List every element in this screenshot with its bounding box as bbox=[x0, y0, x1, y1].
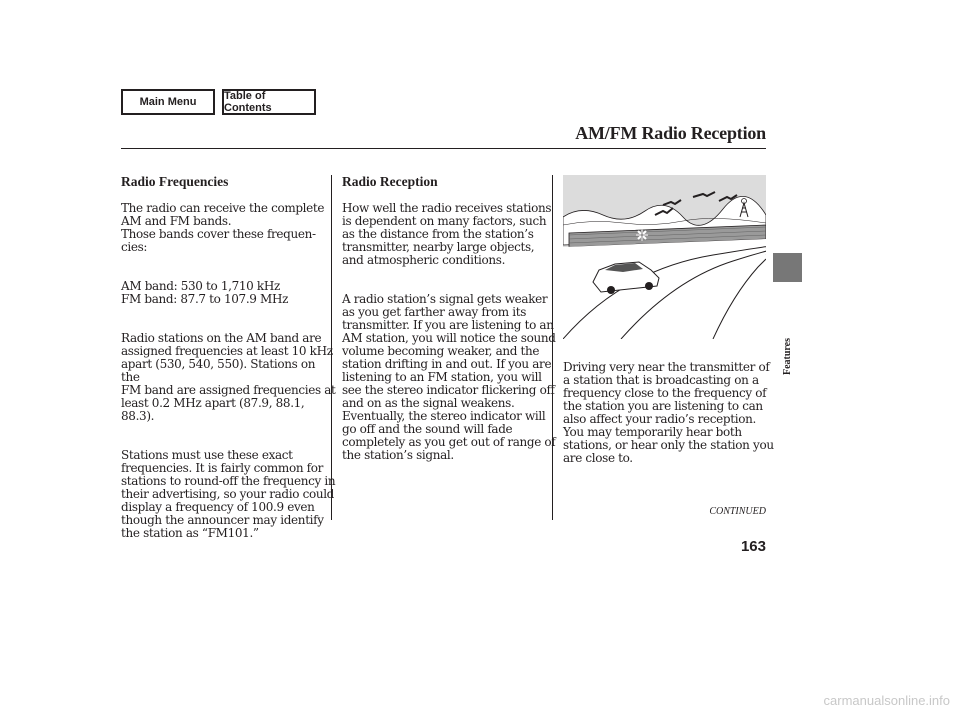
paragraph: Radio stations on the AM band are assigned frequencies at least 10 kHz apart (530, 540, 550). Stations on the FM band are assigned frequencies at least 0.2 MHz apart (87.9, 88.1, 88.3). bbox=[121, 331, 336, 423]
paragraph: AM band: 530 to 1,710 kHz FM band: 87.7 to 107.9 MHz bbox=[121, 279, 289, 306]
transmitter-proximity-body bbox=[563, 348, 778, 491]
radio-frequencies-body bbox=[121, 189, 336, 566]
car-driving-near-transmitter-illustration bbox=[563, 175, 766, 339]
continued-label: CONTINUED bbox=[709, 506, 766, 517]
main-menu-button[interactable]: Main Menu bbox=[121, 89, 215, 115]
paragraph: How well the radio receives stations is dependent on many factors, such as the distance from the station’s transmitter, nearby large objects, and atmospheric conditions. bbox=[342, 201, 552, 267]
page-title: AM/FM Radio Reception bbox=[575, 123, 766, 143]
side-tab-label: Features bbox=[782, 337, 793, 375]
page-number: 163 bbox=[740, 538, 766, 555]
section-tab-marker bbox=[773, 253, 802, 282]
title-divider bbox=[121, 148, 766, 149]
table-of-contents-button[interactable]: Table of Contents bbox=[222, 89, 316, 115]
radio-reception-body bbox=[342, 189, 557, 488]
section-heading-radio-frequencies: Radio Frequencies bbox=[121, 174, 229, 189]
paragraph: Stations must use these exact frequencies. It is fairly common for stations to round-off the frequency in their advertising, so your radio could display a frequency of 100.9 even though the announcer may identify the station as “FM101.” bbox=[121, 448, 336, 540]
radio-reception-illustration bbox=[563, 175, 766, 339]
section-heading-radio-reception: Radio Reception bbox=[342, 174, 438, 189]
paragraph: A radio station’s signal gets weaker as you get farther away from its transmitter. If you are listening to an AM station, you will notice the sound volume becoming weaker, and the station drifting in and out. If you are listening to an FM station, you will see the stereo indicator flickering off and on as the signal weakens. Eventually, the stereo indicator will go off and the sound will fade completely as you get out of range of the station’s signal. bbox=[342, 292, 556, 462]
paragraph: The radio can receive the complete AM and FM bands. Those bands cover these frequen- cies: bbox=[121, 201, 325, 254]
paragraph: Driving very near the transmitter of a station that is broadcasting on a frequency close to the frequency of the station you are listening to can also affect your radio’s reception. You may temporarily hear both stations, or hear only the station you are close to. bbox=[563, 360, 774, 465]
watermark: carmanualsonline.info bbox=[823, 693, 950, 708]
